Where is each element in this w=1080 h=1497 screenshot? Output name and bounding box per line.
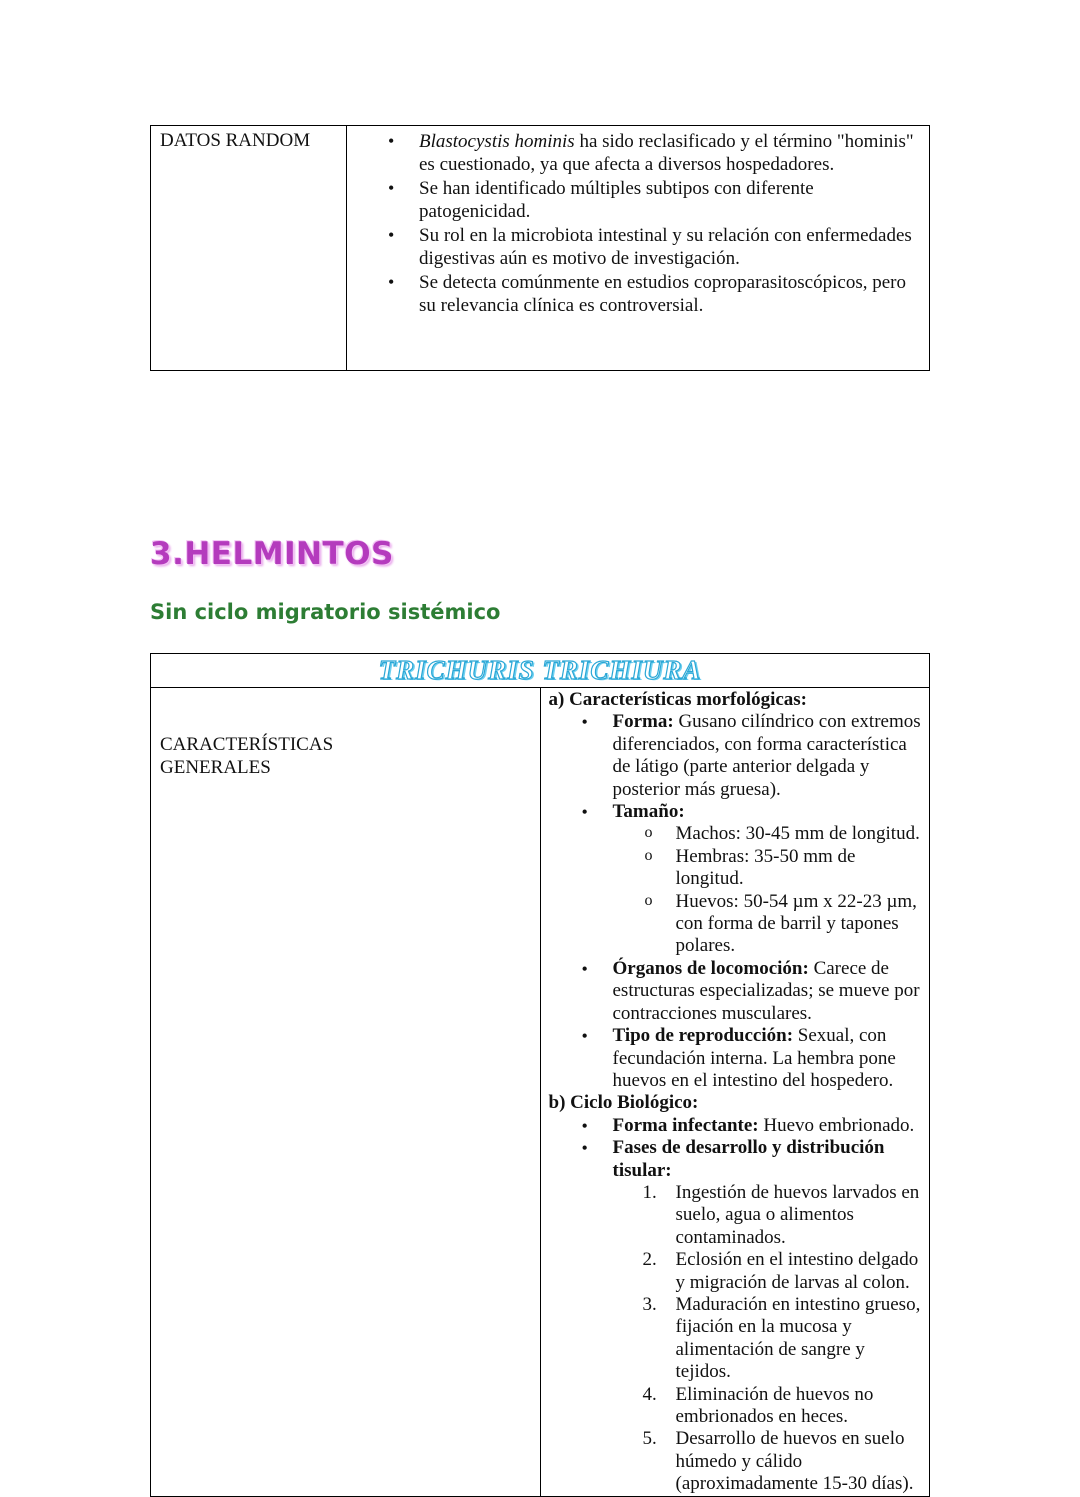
morph-heading: a) Características morfológicas: bbox=[548, 689, 808, 710]
list-item: • Forma: Gusano cilíndrico con extremos diferenciados, con forma característica de látigo (parte anterior delgada y posterior más gruesa). bbox=[613, 711, 922, 801]
list-item: 5. Desarrollo de huevos en suelo húmedo y cálido (aproximadamente 15-30 días). bbox=[642, 1428, 914, 1495]
datos-random-table bbox=[150, 125, 930, 371]
fases-list bbox=[613, 1182, 922, 1496]
datos-random-list bbox=[347, 130, 929, 317]
table-title-cell bbox=[151, 654, 930, 688]
section-title: 3.HELMINTOS bbox=[150, 536, 394, 572]
list-item: 2. Eclosión en el intestino delgado y migración de larvas al colon. bbox=[642, 1249, 919, 1293]
caracteristicas-label: CARACTERÍSTICAS GENERALES bbox=[151, 688, 541, 1497]
list-item: • Órganos de locomoción: Carece de estructuras especializadas; se mueve por contracciones musculares. bbox=[613, 958, 922, 1025]
list-item: • Tipo de reproducción: Sexual, con fecundación interna. La hembra pone huevos en el intestino del hospedero. bbox=[613, 1025, 922, 1092]
list-item: • Se han identificado múltiples subtipos con diferente patogenicidad. bbox=[419, 177, 921, 223]
datos-random-label: DATOS RANDOM bbox=[151, 126, 347, 371]
list-item: 3. Maduración en intestino grueso, fijación en la mucosa y alimentación de sangre y tejidos. bbox=[642, 1293, 921, 1383]
datos-random-content bbox=[347, 126, 930, 371]
ciclo-heading: b) Ciclo Biológico: bbox=[548, 1092, 699, 1114]
trichuris-table bbox=[150, 653, 930, 1497]
list-item: o Hembras: 35-50 mm de longitud. bbox=[676, 846, 922, 891]
list-item: • Su rol en la microbiota intestinal y su relación con enfermedades digestivas aún es motivo de investigación. bbox=[419, 224, 921, 270]
list-item: 4. Eliminación de huevos no embrionados en heces. bbox=[642, 1383, 874, 1427]
table-title: TRICHURIS TRICHIURA bbox=[378, 655, 702, 685]
list-item: • Tamaño: o Machos: 30-45 mm de longitud. o Hembras: 35-50 mm de longitud. o Huevos: 50-54 µm x 22-23 µm, con forma de barril y tapones polares. bbox=[613, 801, 922, 958]
list-item: • Blastocystis hominis ha sido reclasificado y el término "hominis" es cuestionado, ya que afecta a diversos hospedadores. bbox=[419, 130, 921, 176]
tamano-list bbox=[613, 823, 922, 957]
list-item: o Huevos: 50-54 µm x 22-23 µm, con forma de barril y tapones polares. bbox=[676, 891, 922, 958]
ciclo-list bbox=[549, 1115, 922, 1496]
list-item: • Fases de desarrollo y distribución tisular: 1. Ingestión de huevos larvados en suelo, agua o alimentos contaminados. 2. Eclosión en el intestino delgado y migración de larvas al colon. 3. Maduración en intestino grueso, fijación en la mucosa y alimentación de sangre y tejidos. 4. Eliminación de huevos no embrionados en heces. 5. Desarrollo de huevos en suelo húmedo y cálido (aproximadamente 15-30 días). bbox=[613, 1137, 922, 1496]
list-item: o Machos: 30-45 mm de longitud. bbox=[676, 823, 922, 845]
caracteristicas-content bbox=[540, 688, 930, 1497]
morph-list bbox=[549, 711, 922, 1092]
list-item: • Se detecta comúnmente en estudios coproparasitoscópicos, pero su relevancia clínica es controversial. bbox=[419, 271, 921, 317]
list-item: 1. Ingestión de huevos larvados en suelo, agua o alimentos contaminados. bbox=[642, 1181, 920, 1248]
subsection-title: Sin ciclo migratorio sistémico bbox=[150, 600, 501, 624]
list-item: • Forma infectante: Huevo embrionado. bbox=[613, 1115, 922, 1137]
